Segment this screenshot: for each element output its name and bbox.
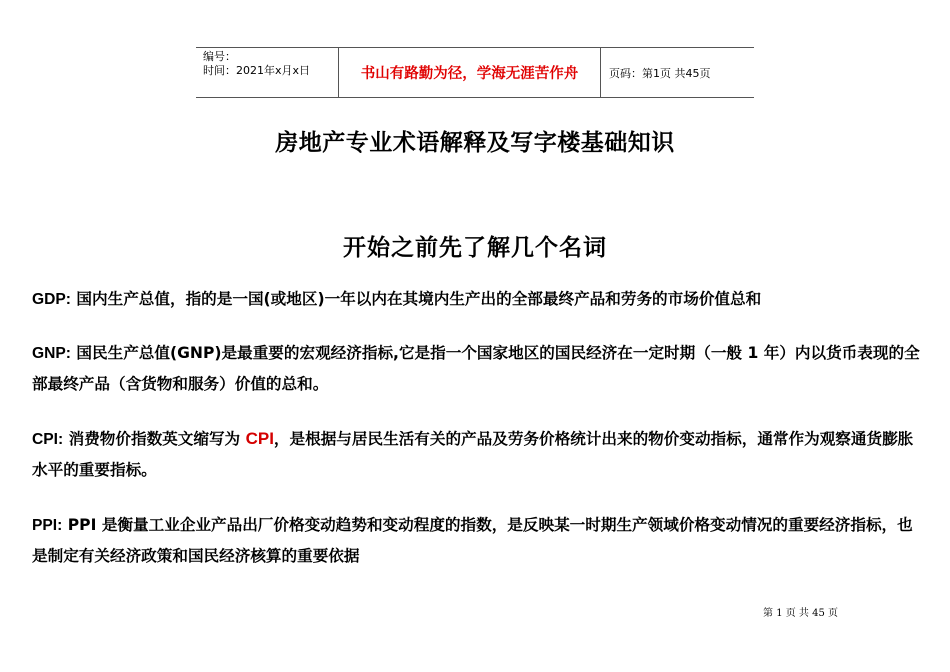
term-label: PPI: (32, 517, 63, 534)
term-ppi (32, 510, 922, 572)
term-definition: PPI 是衡量工业企业产品出厂价格变动趋势和变动程度的指数，是反映某一时期生产领域价格变动情况的重要经济指标，也是制定有关经济政策和国民经济核算的重要依据 (32, 516, 913, 565)
term-definition-end: ，是根据与居民生活有关的产品及劳务价格统计出来的物价变动指标，通常作为观察通货膨胀水平的重要指标。 (32, 430, 914, 479)
page-info: 页码：第1页 共45页 (609, 66, 711, 80)
header-meta (196, 48, 339, 97)
header-motto-cell (339, 48, 601, 97)
document-header (196, 47, 754, 98)
term-definition-start: 消费物价指数英文缩写为 (63, 430, 246, 448)
term-label: CPI: (32, 431, 64, 448)
document-title: 房地产专业术语解释及写字楼基础知识 (275, 130, 675, 156)
header-page-cell (601, 48, 754, 97)
term-cpi (32, 423, 922, 486)
term-gnp (32, 338, 922, 400)
time-label: 时间：2021年x月x日 (203, 64, 311, 77)
term-label: GDP: (32, 291, 71, 308)
section-subtitle: 开始之前先了解几个名词 (343, 235, 607, 261)
term-gdp (32, 284, 922, 315)
motto-text: 书山有路勤为径，学海无涯苦作舟 (360, 66, 579, 82)
term-definition: 国民生产总值(GNP)是最重要的宏观经济指标,它是指一个国家地区的国民经济在一定时期（一般 1 年）内以货币表现的全部最终产品（含货物和服务）价值的总和。 (32, 344, 920, 393)
term-label: GNP: (32, 345, 71, 362)
term-definition: 国内生产总值，指的是一国(或地区)一年以内在其境内生产出的全部最终产品和劳务的市场价值总和 (70, 290, 762, 308)
page-footer: 第 1 页 共 45 页 (763, 608, 838, 619)
cpi-highlight: CPI (245, 429, 274, 448)
number-label: 编号： (203, 50, 236, 63)
